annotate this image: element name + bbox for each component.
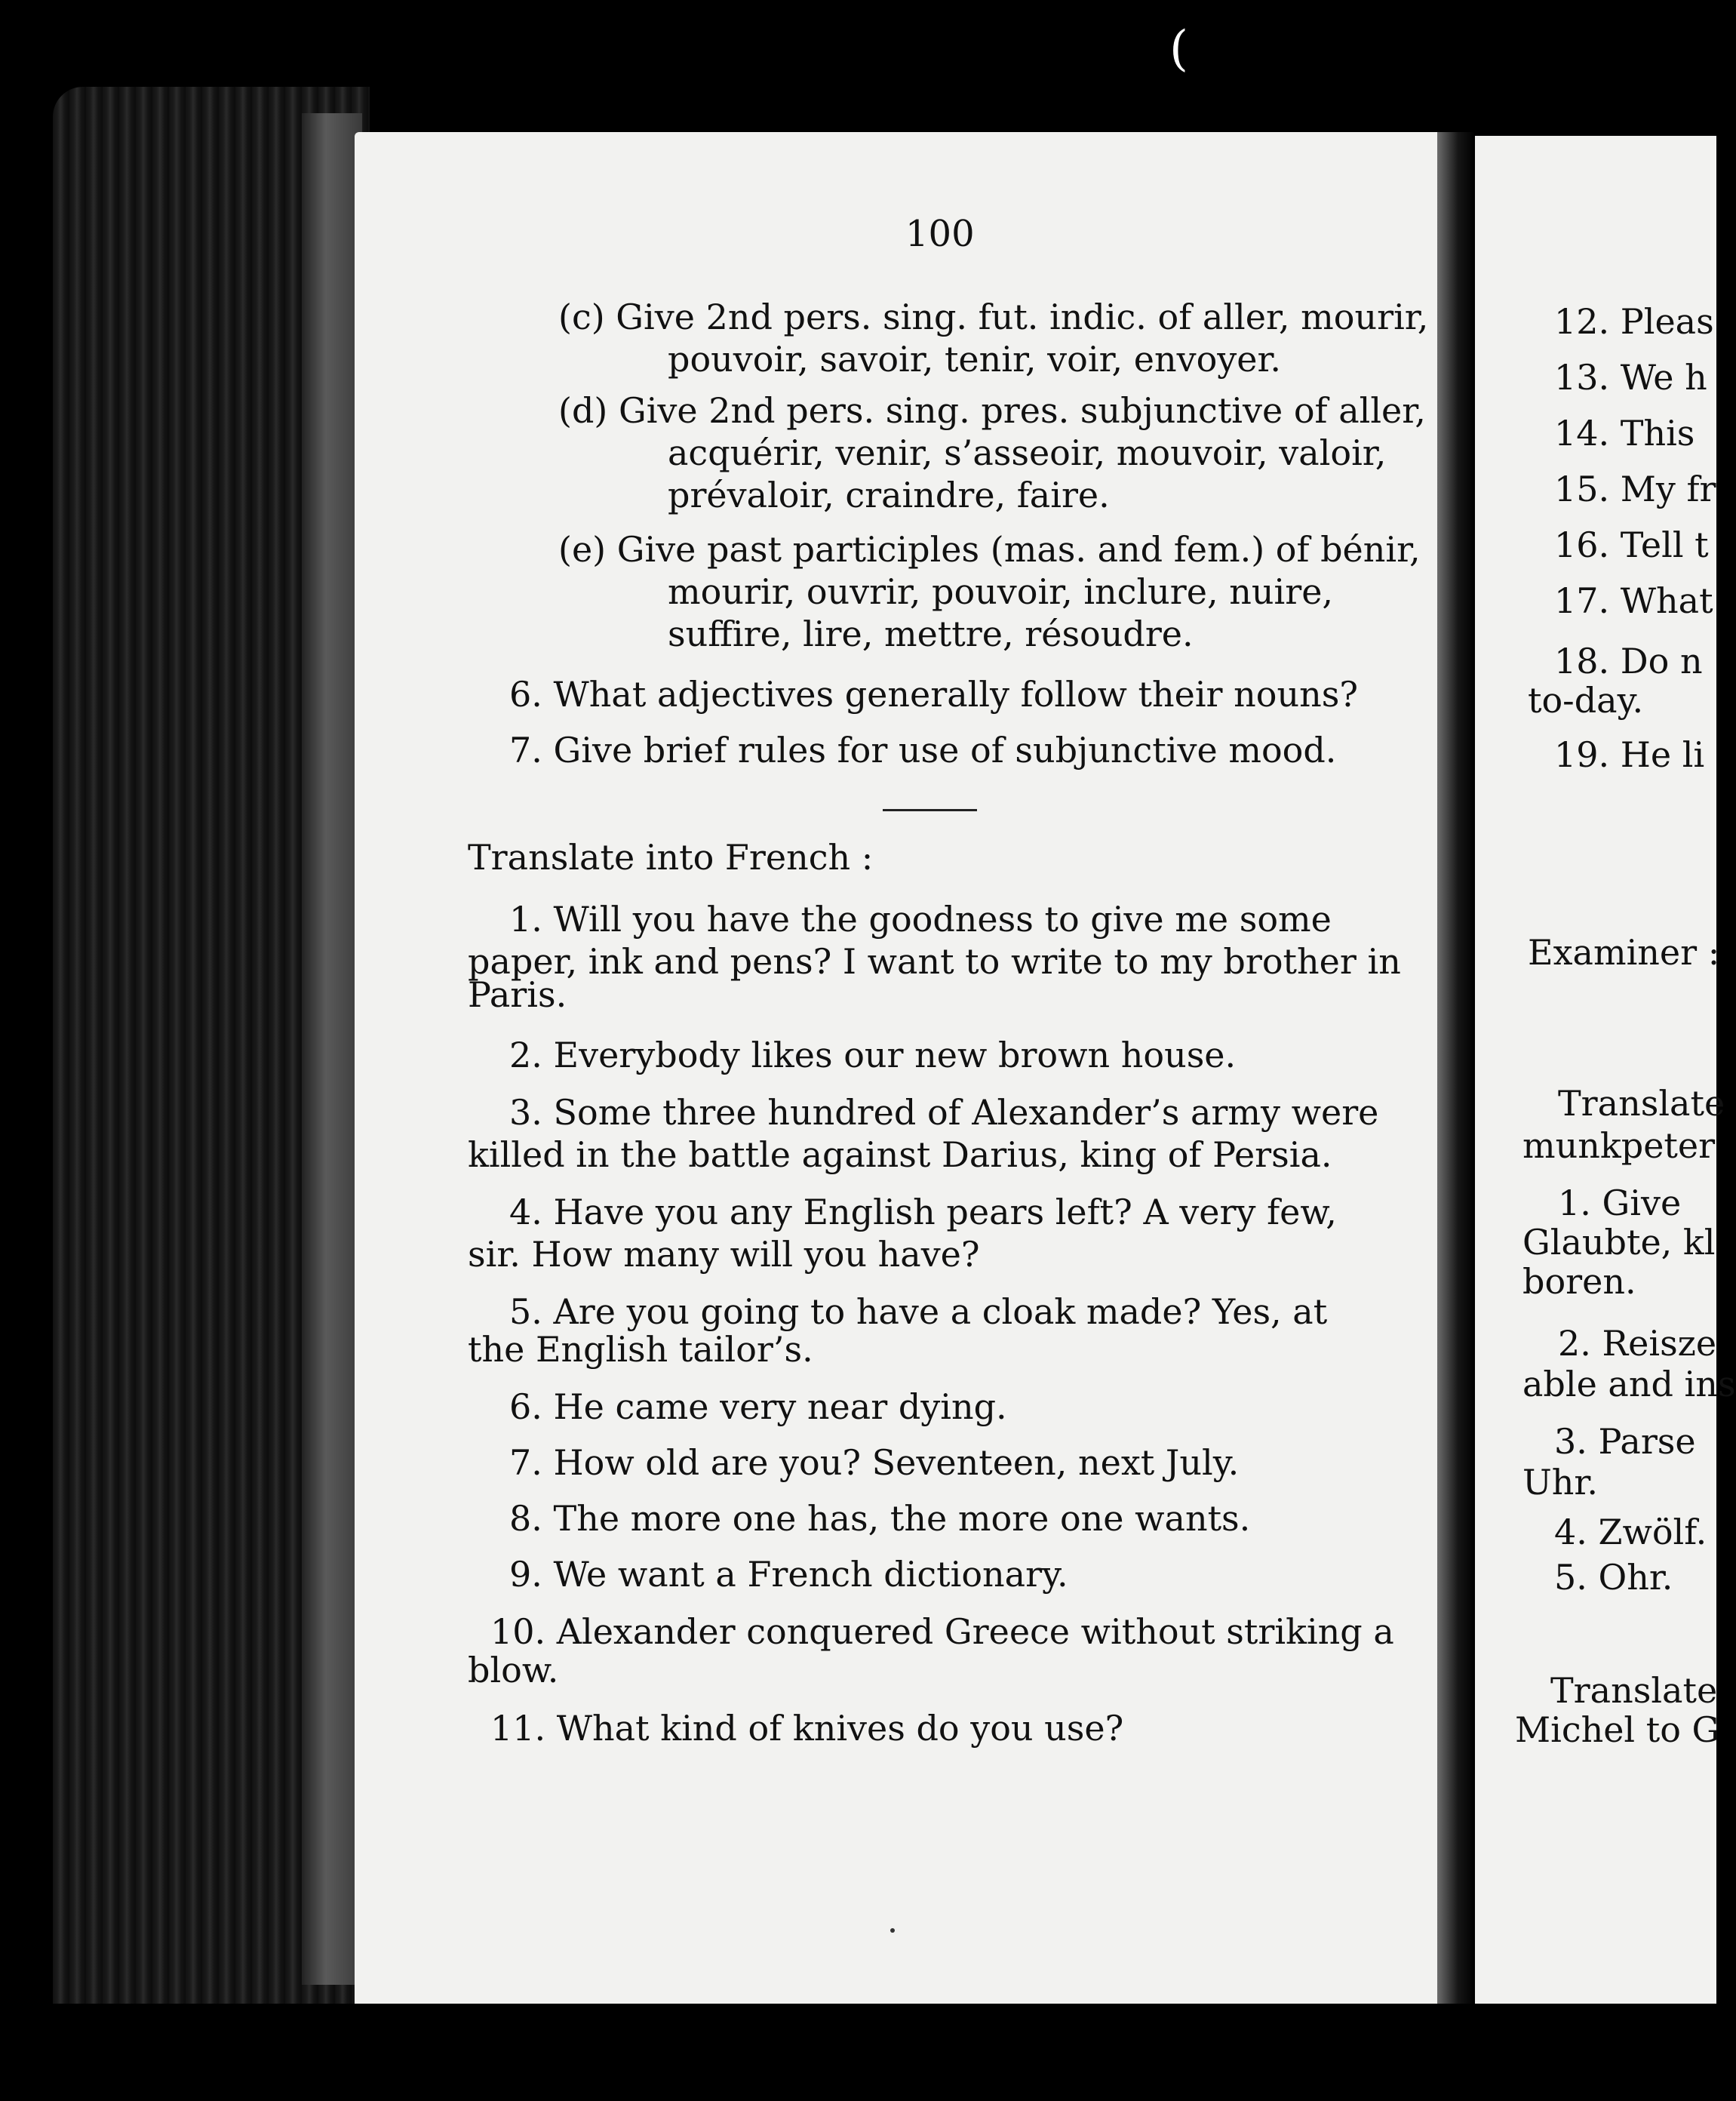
right-line-14: 14. This bbox=[1554, 413, 1695, 454]
right-examiner: Examiner : bbox=[1528, 932, 1720, 973]
translate-1-line-1: 1. Will you have the goodness to give me some bbox=[509, 899, 1332, 940]
right-item-5: 5. Ohr. bbox=[1554, 1557, 1673, 1598]
right-translate-heading-2: Translate bbox=[1550, 1670, 1718, 1711]
question-5d-line-3: prévaloir, craindre, faire. bbox=[668, 475, 1110, 515]
translate-5-line-1: 5. Are you going to have a cloak made? Yes, at bbox=[509, 1291, 1328, 1332]
section-heading: Translate into French : bbox=[468, 837, 874, 878]
right-item-3-line-2: Uhr. bbox=[1522, 1462, 1598, 1503]
right-item-4: 4. Zwölf. bbox=[1554, 1512, 1707, 1552]
translate-3-line-2: killed in the battle against Darius, king of Persia. bbox=[468, 1134, 1332, 1175]
question-5c-line-1: (c) Give 2nd pers. sing. fut. indic. of aller, mourir, bbox=[558, 297, 1429, 337]
right-translate-heading: Translate bbox=[1558, 1083, 1725, 1124]
right-line-16: 16. Tell t bbox=[1554, 524, 1709, 565]
page-number: 100 bbox=[905, 213, 975, 255]
translate-3-line-1: 3. Some three hundred of Alexander’s army were bbox=[509, 1092, 1379, 1133]
translate-9: 9. We want a French dictionary. bbox=[509, 1554, 1068, 1595]
right-line-12: 12. Pleas bbox=[1554, 301, 1714, 342]
right-item-2-line-2: able and ins bbox=[1522, 1364, 1736, 1404]
right-line-17: 17. What bbox=[1554, 580, 1713, 621]
right-item-1-line-2: Glaubte, kl bbox=[1522, 1222, 1716, 1263]
translate-10-line-2: blow. bbox=[468, 1650, 559, 1690]
translate-6: 6. He came very near dying. bbox=[509, 1386, 1007, 1427]
translate-1-line-3: Paris. bbox=[468, 974, 567, 1015]
question-5e-line-1: (e) Give past participles (mas. and fem.) of bénir, bbox=[558, 529, 1421, 570]
translate-10-line-1: 10. Alexander conquered Greece without striking a bbox=[490, 1611, 1394, 1652]
right-translate-heading-cont: munkpeter bbox=[1522, 1125, 1716, 1166]
question-6: 6. What adjectives generally follow their nouns? bbox=[509, 674, 1359, 715]
right-line-18-cont: to-day. bbox=[1528, 680, 1644, 721]
right-translate-heading-2-cont: Michel to G bbox=[1515, 1709, 1720, 1750]
translate-11: 11. What kind of knives do you use? bbox=[490, 1708, 1124, 1749]
right-line-19: 19. He li bbox=[1554, 734, 1705, 775]
right-line-15: 15. My fr bbox=[1554, 469, 1716, 509]
book-page-edges-highlight bbox=[302, 113, 362, 1985]
translate-7: 7. How old are you? Seventeen, next July. bbox=[509, 1442, 1240, 1483]
translate-5-line-2: the English tailor’s. bbox=[468, 1329, 813, 1370]
right-item-3: 3. Parse bbox=[1554, 1421, 1696, 1462]
question-5c-line-2: pouvoir, savoir, tenir, voir, envoyer. bbox=[668, 339, 1282, 380]
translate-8: 8. The more one has, the more one wants. bbox=[509, 1498, 1251, 1539]
question-5e-line-2: mourir, ouvrir, pouvoir, inclure, nuire, bbox=[668, 571, 1334, 612]
right-item-1-line-3: boren. bbox=[1522, 1261, 1636, 1302]
question-5e-line-3: suffire, lire, mettre, résoudre. bbox=[668, 614, 1194, 654]
question-5d-line-2: acquérir, venir, s’asseoir, mouvoir, valoir, bbox=[668, 432, 1387, 473]
book-gutter bbox=[1437, 132, 1475, 2004]
question-5d-line-1: (d) Give 2nd pers. sing. pres. subjunctive of aller, bbox=[558, 390, 1426, 431]
right-item-2: 2. Reisze bbox=[1558, 1323, 1717, 1364]
right-line-18: 18. Do n bbox=[1554, 641, 1703, 681]
translate-4-line-1: 4. Have you any English pears left? A very few, bbox=[509, 1192, 1337, 1232]
right-item-1: 1. Give bbox=[1558, 1183, 1682, 1223]
ink-speck bbox=[890, 1928, 895, 1933]
translate-2: 2. Everybody likes our new brown house. bbox=[509, 1035, 1237, 1075]
question-7: 7. Give brief rules for use of subjunctive mood. bbox=[509, 730, 1337, 771]
translate-1-line-2: paper, ink and pens? I want to write to my brother in bbox=[468, 941, 1401, 982]
section-divider bbox=[883, 809, 977, 811]
translate-4-line-2: sir. How many will you have? bbox=[468, 1234, 980, 1275]
margin-mark: ( bbox=[1169, 21, 1188, 77]
right-line-13: 13. We h bbox=[1554, 357, 1707, 398]
